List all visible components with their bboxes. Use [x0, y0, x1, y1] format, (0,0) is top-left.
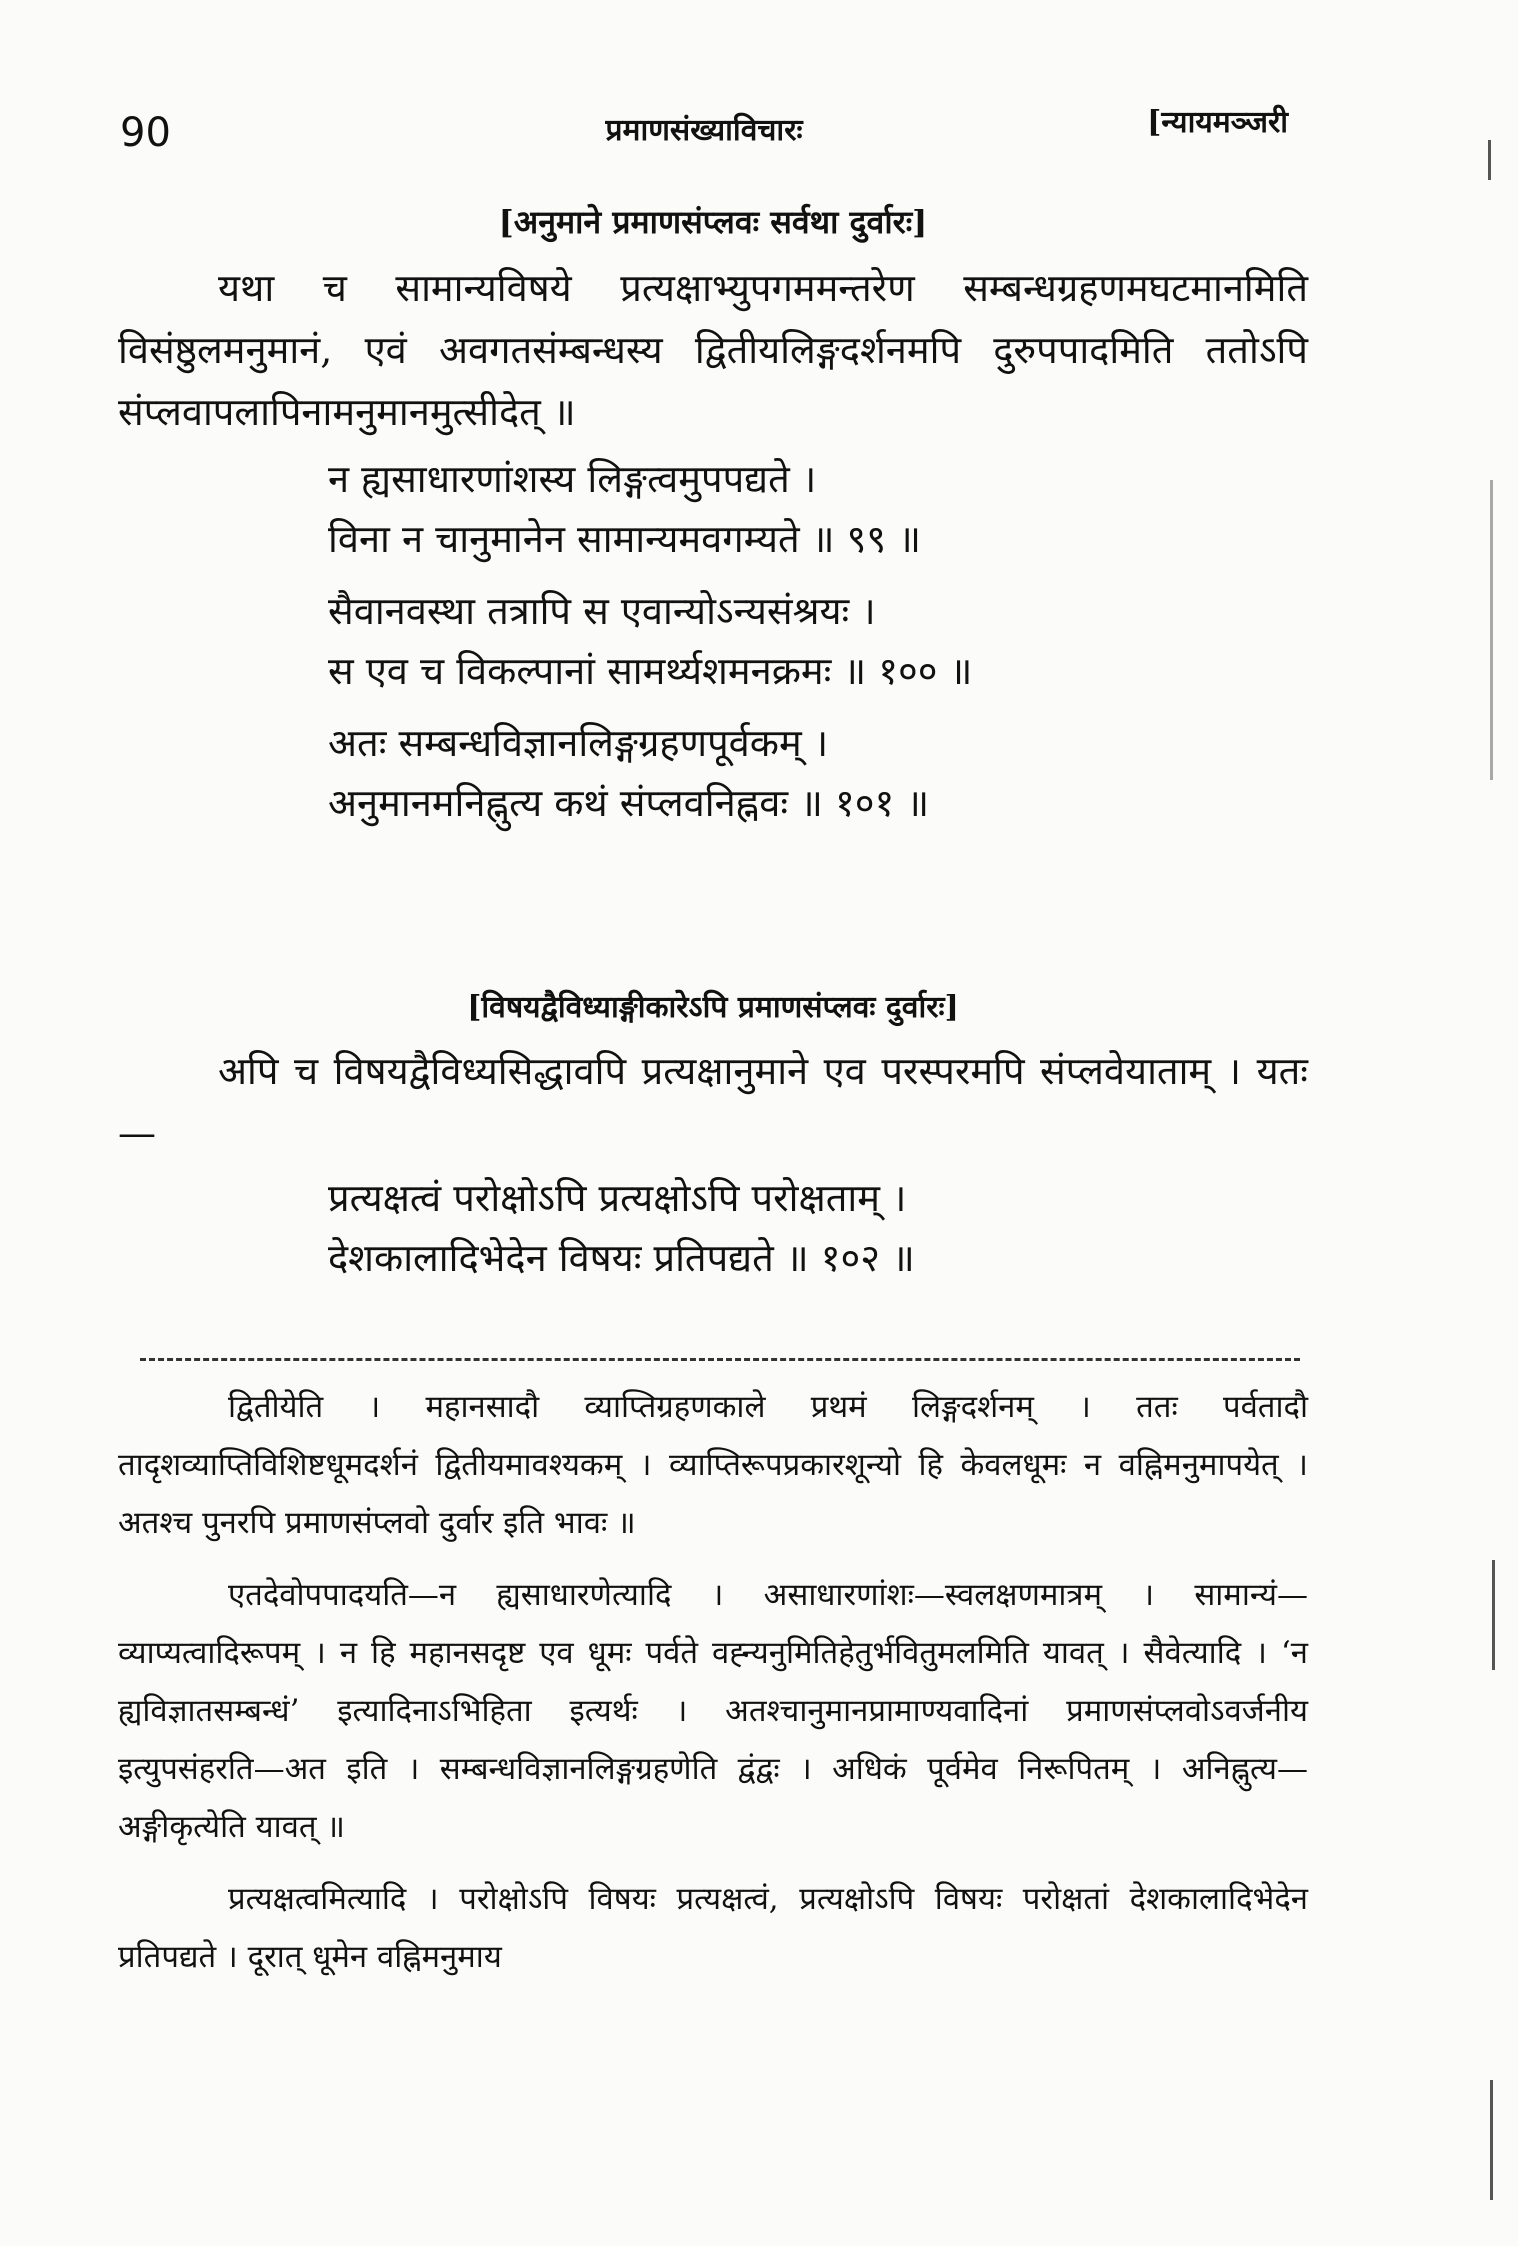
verse-block — [328, 449, 1308, 833]
commentary-paragraph: द्वितीयेति । महानसादौ व्याप्तिग्रहणकाले प्रथमं लिङ्गदर्शनम् । ततः पर्वतादौ तादृशव्याप्तिविशिष्टधूमदर्शनं द्वितीयमावश्यकम् । व्याप्तिरूपप्रकारशून्यो हि केवलधूमः न वह्निमनुमापयेत् । अतश्च पुनरपि प्रमाणसंप्लवो दुर्वार इति भावः ॥ — [118, 1389, 1308, 1541]
verse-block — [328, 1168, 1308, 1288]
margin-scan-mark — [1490, 2080, 1493, 2200]
main-paragraph: अपि च विषयद्वैविध्यसिद्धावपि प्रत्यक्षानुमाने एव परस्परमपि संप्लवेयाताम् । यतः— — [118, 1049, 1308, 1155]
section-2 — [118, 985, 1308, 1300]
commentary — [118, 1378, 1308, 1986]
verse-line: स एव च विकल्पानां सामर्थ्यशमनक्रमः ॥ १०० ॥ — [328, 649, 973, 693]
page-header — [120, 100, 1288, 160]
verse-line: विना न चानुमानेन सामान्यमवगम्यते ॥ ९९ ॥ — [328, 517, 921, 561]
margin-scan-mark — [1492, 1560, 1495, 1670]
verse-line: अतः सम्बन्धविज्ञानलिङ्गग्रहणपूर्वकम् । — [328, 721, 829, 765]
verse-stanza — [328, 581, 1308, 701]
margin-scan-mark — [1490, 480, 1493, 780]
page-number: 90 — [120, 110, 171, 156]
verse-line: न ह्यसाधारणांशस्य लिङ्गत्वमुपपद्यते । — [328, 457, 817, 501]
verse-line: प्रत्यक्षत्वं परोक्षोऽपि प्रत्यक्षोऽपि परोक्षताम् । — [328, 1176, 907, 1220]
commentary-paragraph: एतदेवोपपादयति—न ह्यसाधारणेत्यादि । असाधारणांशः—स्वलक्षणमात्रम् । सामान्यं—व्याप्यत्वादिरूपम् । न हि महानसदृष्ट एव धूमः पर्वते वह्न्यनुमितिहेतुर्भवितुमलमिति यावत् । सैवेत्यादि । ‘न ह्यविज्ञातसम्बन्धं’ इत्यादिनाऽभिहिता इत्यर्थः । अतश्चानुमानप्रामाण्यवादिनां प्रमाणसंप्लवोऽवर्जनीय इत्युपसंहरति—अत इति । सम्बन्धविज्ञानलिङ्गग्रहणेति द्वंद्वः । अधिकं पूर्वमेव निरूपितम् । अनिह्नुत्य—अङ्गीकृत्येति यावत् ॥ — [118, 1577, 1308, 1845]
verse-stanza — [328, 1168, 1308, 1288]
margin-scan-mark — [1488, 140, 1491, 180]
commentary-paragraph: प्रत्यक्षत्वमित्यादि । परोक्षोऽपि विषयः प्रत्यक्षत्वं, प्रत्यक्षोऽपि विषयः परोक्षतां देशकालादिभेदेन प्रतिपद्यते । दूरात् धूमेन वह्निमनुमाय — [118, 1881, 1308, 1975]
running-title: प्रमाणसंख्याविचारः — [605, 113, 803, 148]
verse-line: अनुमानमनिह्नुत्य कथं संप्लवनिह्नवः ॥ १०१ ॥ — [328, 781, 930, 825]
verse-stanza — [328, 449, 1308, 569]
section-heading: [विषयद्वैविध्याङ्गीकारेऽपि प्रमाणसंप्लवः दुर्वारः] — [467, 990, 959, 1025]
verse-line: देशकालादिभेदेन विषयः प्रतिपद्यते ॥ १०२ ॥ — [328, 1236, 915, 1280]
book-title: [न्यायमञ्जरी — [1147, 105, 1288, 140]
section-1 — [118, 200, 1308, 845]
main-paragraph: यथा च सामान्यविषये प्रत्यक्षाभ्युपगममन्तरेण सम्बन्धग्रहणमघटमानमिति विसंष्ठुलमनुमानं, एवं अवगतसंम्बन्धस्य द्वितीयलिङ्गदर्शनमपि दुरुपपादमिति ततोऽपि संप्लवापलापिनामनुमानमुत्सीदेत् ॥ — [118, 266, 1308, 434]
verse-stanza — [328, 713, 1308, 833]
footnote-divider — [140, 1358, 1300, 1361]
verse-line: सैवानवस्था तत्रापि स एवान्योऽन्यसंश्रयः । — [328, 589, 876, 633]
section-heading: [अनुमाने प्रमाणसंप्लवः सर्वथा दुर्वारः] — [498, 203, 928, 241]
